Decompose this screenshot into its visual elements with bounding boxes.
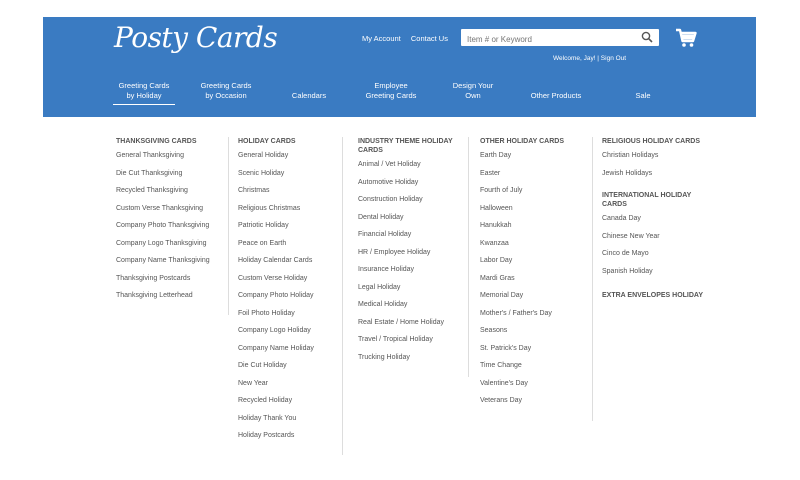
other-holiday-link[interactable]: Easter <box>480 169 501 177</box>
thanksgiving-links <box>110 150 228 308</box>
holiday-link[interactable]: Holiday Postcards <box>238 432 295 439</box>
international-heading <box>598 191 718 209</box>
nav-label <box>623 81 663 91</box>
nav-greeting-cards-by-holiday[interactable] <box>113 81 175 105</box>
other-holiday-link[interactable]: Labor Day <box>480 257 513 264</box>
nav-label: Greeting Cards <box>200 81 252 90</box>
industry-link[interactable]: Animal / Vet Holiday <box>358 161 421 168</box>
holiday-heading: HOLIDAY CARDS <box>238 138 296 145</box>
other-holiday-link[interactable]: Earth Day <box>480 152 512 159</box>
menu-column-holiday <box>232 137 343 455</box>
contact-us-link[interactable]: Contact Us <box>410 34 448 43</box>
menu-column-industry <box>354 137 469 377</box>
other-holiday-link[interactable]: Memorial Day <box>480 292 524 299</box>
menu-column-other <box>476 137 593 421</box>
industry-heading <box>354 137 468 155</box>
religious-links <box>598 150 718 185</box>
international-link[interactable]: Spanish Holiday <box>602 267 653 275</box>
industry-link[interactable]: Financial Holiday <box>358 231 412 238</box>
thanksgiving-link[interactable]: Die Cut Thanksgiving <box>116 169 183 177</box>
industry-link[interactable]: Medical Holiday <box>358 301 408 308</box>
site-header <box>43 17 756 117</box>
industry-link[interactable]: Trucking Holiday <box>358 353 410 361</box>
international-link[interactable]: Chinese New Year <box>602 232 660 240</box>
international-heading-line1: INTERNATIONAL HOLIDAY <box>602 192 692 199</box>
international-link[interactable]: Canada Day <box>602 215 641 222</box>
holiday-link[interactable]: Foil Photo Holiday <box>238 309 295 317</box>
industry-link[interactable]: Legal Holiday <box>358 283 401 291</box>
holiday-link[interactable]: Company Photo Holiday <box>238 292 314 299</box>
other-holiday-link[interactable]: Mardi Gras <box>480 274 515 282</box>
nav-label <box>521 81 591 91</box>
nav-label: Design Your <box>452 81 494 90</box>
cart-icon[interactable] <box>675 28 697 48</box>
thanksgiving-heading: THANKSGIVING CARDS <box>116 138 197 145</box>
my-account-link[interactable]: My Account <box>362 34 401 43</box>
industry-link[interactable]: Insurance Holiday <box>358 266 415 273</box>
holiday-link[interactable]: Company Name Holiday <box>238 344 314 352</box>
other-holiday-link[interactable]: Seasons <box>480 327 508 334</box>
menu-column-thanksgiving <box>110 137 229 315</box>
nav-employee-greeting-cards[interactable] <box>356 81 426 101</box>
industry-links <box>354 159 468 369</box>
international-heading-line2: CARDS <box>602 201 627 208</box>
other-holiday-link[interactable]: St. Patrick's Day <box>480 344 532 352</box>
thanksgiving-link[interactable]: General Thanksgiving <box>116 152 184 159</box>
industry-link[interactable]: Automotive Holiday <box>358 178 419 186</box>
nav-calendars[interactable] <box>281 81 337 101</box>
nav-label: Other Products <box>530 91 582 100</box>
top-links <box>362 34 456 43</box>
holiday-link[interactable]: Scenic Holiday <box>238 169 285 177</box>
industry-link[interactable]: HR / Employee Holiday <box>358 248 431 256</box>
nav-other-products[interactable] <box>521 81 591 101</box>
holiday-link[interactable]: Peace on Earth <box>238 239 287 247</box>
thanksgiving-link[interactable]: Company Logo Thanksgiving <box>116 239 207 247</box>
holiday-links <box>232 150 342 448</box>
holiday-link[interactable]: Die Cut Holiday <box>238 362 287 369</box>
posty-cards-logo[interactable]: Posty Cards <box>114 21 278 54</box>
nav-label <box>281 81 337 91</box>
welcome-text[interactable]: Welcome, Jay! | Sign Out <box>553 55 627 62</box>
holiday-link[interactable]: Christmas <box>238 187 270 194</box>
other-holiday-link[interactable]: Hanukkah <box>480 222 512 229</box>
thanksgiving-link[interactable]: Company Photo Thanksgiving <box>116 222 210 229</box>
nav-label: by Occasion <box>205 91 247 100</box>
thanksgiving-link[interactable]: Company Name Thanksgiving <box>116 257 210 264</box>
nav-label: Greeting Cards <box>118 81 170 90</box>
other-heading: OTHER HOLIDAY CARDS <box>480 138 565 145</box>
holiday-link[interactable]: Holiday Calendar Cards <box>238 257 313 264</box>
thanksgiving-link[interactable]: Custom Verse Thanksgiving <box>116 204 204 212</box>
other-links <box>476 150 592 413</box>
holiday-link[interactable]: General Holiday <box>238 152 289 159</box>
thanksgiving-link[interactable]: Recycled Thanksgiving <box>116 187 188 194</box>
other-holiday-link[interactable]: Fourth of July <box>480 187 523 194</box>
industry-link[interactable]: Real Estate / Home Holiday <box>358 318 444 326</box>
other-holiday-link[interactable]: Mother's / Father's Day <box>480 309 552 317</box>
holiday-link[interactable]: New Year <box>238 379 268 387</box>
religious-link[interactable]: Jewish Holidays <box>602 169 653 177</box>
other-holiday-link[interactable]: Veterans Day <box>480 397 523 404</box>
industry-heading-line1: INDUSTRY THEME HOLIDAY <box>358 138 453 145</box>
other-holiday-link[interactable]: Halloween <box>480 204 513 212</box>
holiday-link[interactable]: Patriotic Holiday <box>238 222 289 229</box>
holiday-link[interactable]: Religious Christmas <box>238 204 301 212</box>
nav-design-your-own[interactable] <box>443 81 503 101</box>
search-input[interactable] <box>465 31 629 48</box>
holiday-link[interactable]: Recycled Holiday <box>238 397 293 404</box>
other-holiday-link[interactable]: Time Change <box>480 362 522 369</box>
other-holiday-link[interactable]: Kwanzaa <box>480 239 509 247</box>
nav-label: Greeting Cards <box>365 91 417 100</box>
holiday-link[interactable]: Custom Verse Holiday <box>238 274 308 282</box>
search-box <box>461 29 659 46</box>
holiday-link[interactable]: Holiday Thank You <box>238 414 297 422</box>
main-nav <box>43 81 756 107</box>
holiday-link[interactable]: Company Logo Holiday <box>238 327 311 334</box>
industry-link[interactable]: Travel / Tropical Holiday <box>358 336 433 343</box>
international-links <box>598 213 718 283</box>
industry-heading-line2: CARDS <box>358 147 383 154</box>
industry-link[interactable]: Dental Holiday <box>358 213 404 221</box>
nav-label: Own <box>465 91 481 100</box>
extra-envelopes-heading[interactable]: EXTRA ENVELOPES HOLIDAY <box>602 292 704 299</box>
thanksgiving-link[interactable]: Thanksgiving Postcards <box>116 274 191 282</box>
nav-sale[interactable] <box>623 81 663 101</box>
search-icon[interactable] <box>641 31 653 43</box>
nav-label: by Holiday <box>126 91 162 100</box>
thanksgiving-link[interactable]: Thanksgiving Letterhead <box>116 292 193 299</box>
religious-heading: RELIGIOUS HOLIDAY CARDS <box>602 138 701 145</box>
nav-greeting-cards-by-occasion[interactable] <box>193 81 259 101</box>
international-link[interactable]: Cinco de Mayo <box>602 250 649 257</box>
religious-link[interactable]: Christian Holidays <box>602 152 659 159</box>
nav-label: Employee <box>374 81 408 90</box>
menu-column-religious <box>598 137 718 304</box>
nav-label: Calendars <box>291 91 327 100</box>
nav-label: Sale <box>635 91 651 100</box>
industry-link[interactable]: Construction Holiday <box>358 196 423 203</box>
other-holiday-link[interactable]: Valentine's Day <box>480 379 528 387</box>
